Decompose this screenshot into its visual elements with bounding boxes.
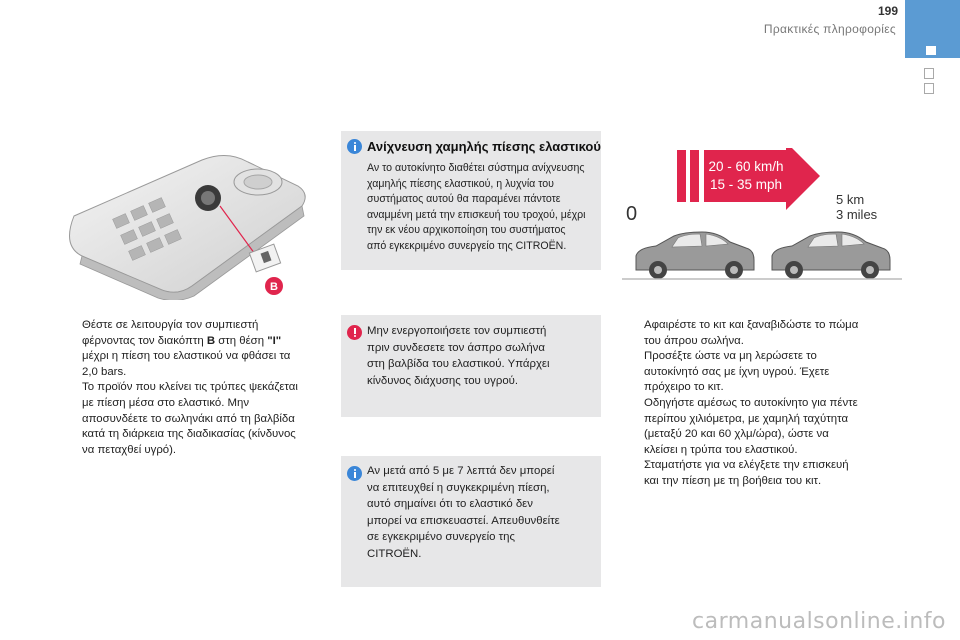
info-box-body <box>367 463 593 562</box>
start-label: 0 <box>626 203 638 225</box>
speed-kmh: 20 - 60 km/h <box>708 159 784 174</box>
text-line: πριν συνδεσετε τον άσπρο σωλήνα <box>367 341 545 354</box>
distance-km: 5 km <box>836 192 865 207</box>
text-line: αναμμένη μετά την επισκευή του τροχού, μέχρι <box>367 208 586 221</box>
text-line: αποσυνδέετε το σωληνάκι από τη βαλβίδα <box>82 412 295 425</box>
info-icon <box>347 139 362 154</box>
left-column <box>60 318 318 458</box>
text-line: να επιτευχθεί η συγκεκριμένη πίεση, <box>367 481 550 494</box>
text-line: φέρνοντας τον διακόπτη B στη θέση "I" <box>82 334 282 347</box>
warning-box-body <box>367 323 593 389</box>
warning-icon <box>347 325 362 340</box>
callout-b-label: B <box>270 281 278 293</box>
text-line: συστήματος αυτού θα παραμένει πάντοτε <box>367 193 561 205</box>
text-line: (μεταξύ 20 και 60 χλμ/ώρα), ώστε να <box>644 428 829 441</box>
step-check-repair <box>622 458 904 489</box>
section-title: Πρακτικές πληροφορίες <box>763 22 896 36</box>
text-line: κίνδυνος διάχυσης του υγρού. <box>367 374 519 387</box>
text-line: την εκ νέου αρχικοποίηση του συστήματος <box>367 224 566 236</box>
text-line: του άπρου σωλήνα. <box>644 334 744 347</box>
speed-mph: 15 - 35 mph <box>709 177 783 192</box>
info-icon <box>347 466 362 481</box>
text-line: CITROËN. <box>367 547 422 560</box>
info-box-repair-failure <box>341 456 601 587</box>
section-marker-outline-icon <box>924 68 934 79</box>
info-box-body <box>367 161 599 254</box>
step-drive <box>622 396 904 458</box>
text-line: σε εγκεκριμένο συνεργείο της <box>367 531 516 543</box>
step-remove-kit <box>622 318 904 396</box>
text-line: πρόχειρο το κιτ. <box>644 381 724 394</box>
section-marker-icon <box>926 46 936 55</box>
text-line: Οδηγήστε αμέσως το αυτοκίνητο για πέντε <box>644 396 858 409</box>
text-line: αυτοκίνητό σας με ίχνη υγρού. Έχετε <box>644 365 830 378</box>
page-number: 199 <box>877 4 898 18</box>
text-line: με πίεση μέσα στο ελαστικό. Μην <box>82 396 250 409</box>
section-tab <box>905 0 960 58</box>
warning-box <box>341 315 601 417</box>
text-line: από εγκεκριμένο συνεργείο της CITROËN. <box>367 239 567 252</box>
text-line: Μην ενεργοποιήσετε τον συμπιεστή <box>367 325 547 337</box>
text-line: μέχρι η πίεση του ελαστικού να φθάσει τα <box>82 350 291 363</box>
text-line: στη βαλβίδα του ελαστικού. Υπάρχει <box>367 358 550 370</box>
text-line: 2,0 bars. <box>82 365 127 378</box>
text-line: Προσέξτε ώστε να μη λερώσετε το <box>644 350 817 363</box>
footer-watermark: carmanualsonline.info <box>692 609 946 634</box>
right-column <box>622 318 904 490</box>
step-compressor-start <box>60 318 318 458</box>
text-line: Αν το αυτοκίνητο διαθέτει σύστημα ανίχνευσης <box>367 162 585 174</box>
text-line: και την πίεση με τη βοήθεια του κιτ. <box>644 474 822 487</box>
info-box-low-pressure-detection <box>341 131 601 270</box>
distance-miles: 3 miles <box>836 207 878 222</box>
info-box-title: Ανίχνευση χαμηλής πίεσης ελαστικού <box>367 139 601 154</box>
text-line: κλείσει η τρύπα του ελαστικού. <box>644 443 798 456</box>
text-line: μπορεί να επισκευαστεί. Απευθυνθείτε <box>367 514 560 527</box>
text-line: κατά τη διάρκεια της διαδικασίας (κίνδυνος <box>82 428 296 441</box>
text-line: περίπου χιλιόμετρα, με χαμηλή ταχύτητα <box>644 412 849 425</box>
repair-kit-illustration <box>52 146 314 300</box>
text-line: Αφαιρέστε το κιτ και ξαναβιδώστε το πώμα <box>644 319 859 331</box>
section-marker-outline-icon <box>924 83 934 94</box>
text-line: χαμηλής πίεσης ελαστικού, η λυχνία του <box>367 177 554 190</box>
text-line: Αν μετά από 5 με 7 λεπτά δεν μπορεί <box>367 465 555 477</box>
text-line: να πεταχθεί υγρό). <box>82 443 177 456</box>
speed-distance-diagram <box>622 148 902 280</box>
text-line: Σταματήστε για να ελέγξετε την επισκευή <box>644 459 849 472</box>
text-line: αυτό σημαίνει ότι το ελαστικό δεν <box>367 498 533 510</box>
text-line: Το προϊόν που κλείνει τις τρύπες ψεκάζεται <box>82 381 298 394</box>
text-line: Θέστε σε λειτουργία τον συμπιεστή <box>82 319 259 331</box>
